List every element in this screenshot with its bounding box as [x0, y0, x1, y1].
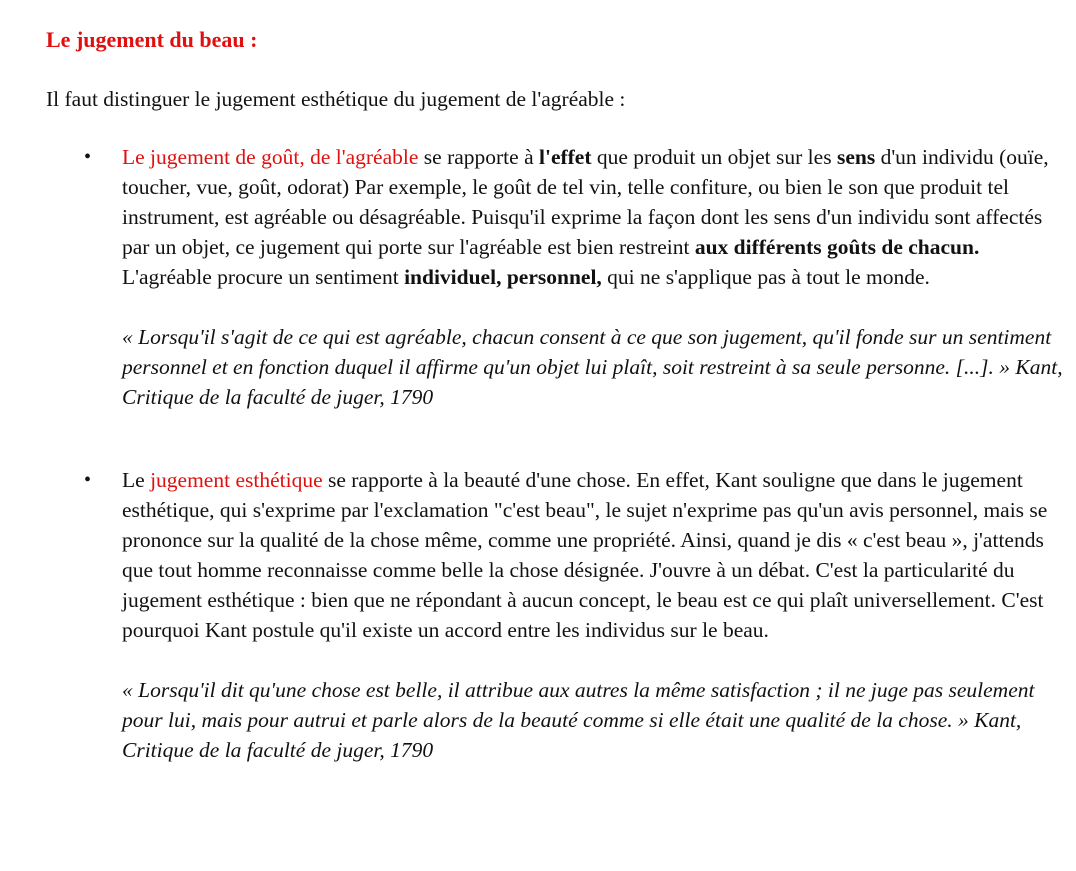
list-item-aesthetic [84, 465, 1067, 765]
bullet-icon: • [84, 469, 92, 491]
bold-term: individuel, personnel, [404, 265, 602, 289]
paragraph-text: Le [122, 468, 151, 492]
paragraph-text: se rapporte à [418, 145, 539, 169]
paragraph-text: L'agréable procure un sentiment [122, 265, 405, 289]
kant-quote: « Lorsqu'il dit qu'une chose est belle, il attribue aux autres la même satisfaction ; il ne juge pas seulement pour lui, mais pour autrui et parle alors de la beauté comme si elle était une qualité de la chose. » Kant, Critique de la faculté de juger, 1790 [122, 678, 1035, 762]
kant-quote: « Lorsqu'il s'agit de ce qui est agréable, chacun consent à ce que son jugement, qu'il fonde sur un sentiment personnel et en fonction duquel il affirme qu'un objet lui plaît, soit restreint à sa seule personne. [...]. » Kant, Critique de la faculté de juger, 1790 [122, 325, 1063, 409]
highlight-term: jugement esthétique [150, 468, 323, 492]
intro-paragraph: Il faut distinguer le jugement esthétique du jugement de l'agréable : [46, 87, 626, 111]
paragraph-text: que produit un objet sur les [591, 145, 837, 169]
highlight-term: Le jugement de goût, de l'agréable [122, 145, 419, 169]
bold-term: l'effet [539, 145, 592, 169]
paragraph-text: d'un individu (ouïe, toucher, vue, goût, odorat) Par exemple, le goût de tel vin, telle confiture, ou bien le son que produit tel instrument, est agréable ou désagréable. Puisqu'il exprime la façon dont les sens d'un individu sont affectés par un objet, ce jugement qui porte sur l'agréable est bien restreint [122, 145, 1049, 259]
paragraph-text: se rapporte à la beauté d'une chose. En effet, Kant souligne que dans le jugement esthétique, qui s'exprime par l'exclamation "c'est beau", le sujet n'exprime pas qu'un avis personnel, mais se prononce sur la qualité de la chose même, comme une propriété. Ainsi, quand je dis « c'est beau », j'attends que tout homme reconnaisse comme belle la chose désignée. J'ouvre à un débat. C'est la particularité du jugement esthétique : bien que ne répondant à aucun concept, le beau est ce qui plaît universellement. C'est pourquoi Kant postule qu'il existe un accord entre les individus sur le beau. [122, 468, 1048, 642]
bold-term: sens [836, 145, 876, 169]
section-title: Le jugement du beau : [46, 27, 258, 52]
bold-term: aux différents goûts de chacun. [694, 235, 980, 259]
list-item-agreeable [84, 142, 1067, 412]
bullet-icon: • [84, 146, 92, 168]
paragraph-text: qui ne s'applique pas à tout le monde. [601, 265, 930, 289]
item-paragraph [122, 465, 1067, 645]
item-paragraph [122, 142, 1067, 292]
